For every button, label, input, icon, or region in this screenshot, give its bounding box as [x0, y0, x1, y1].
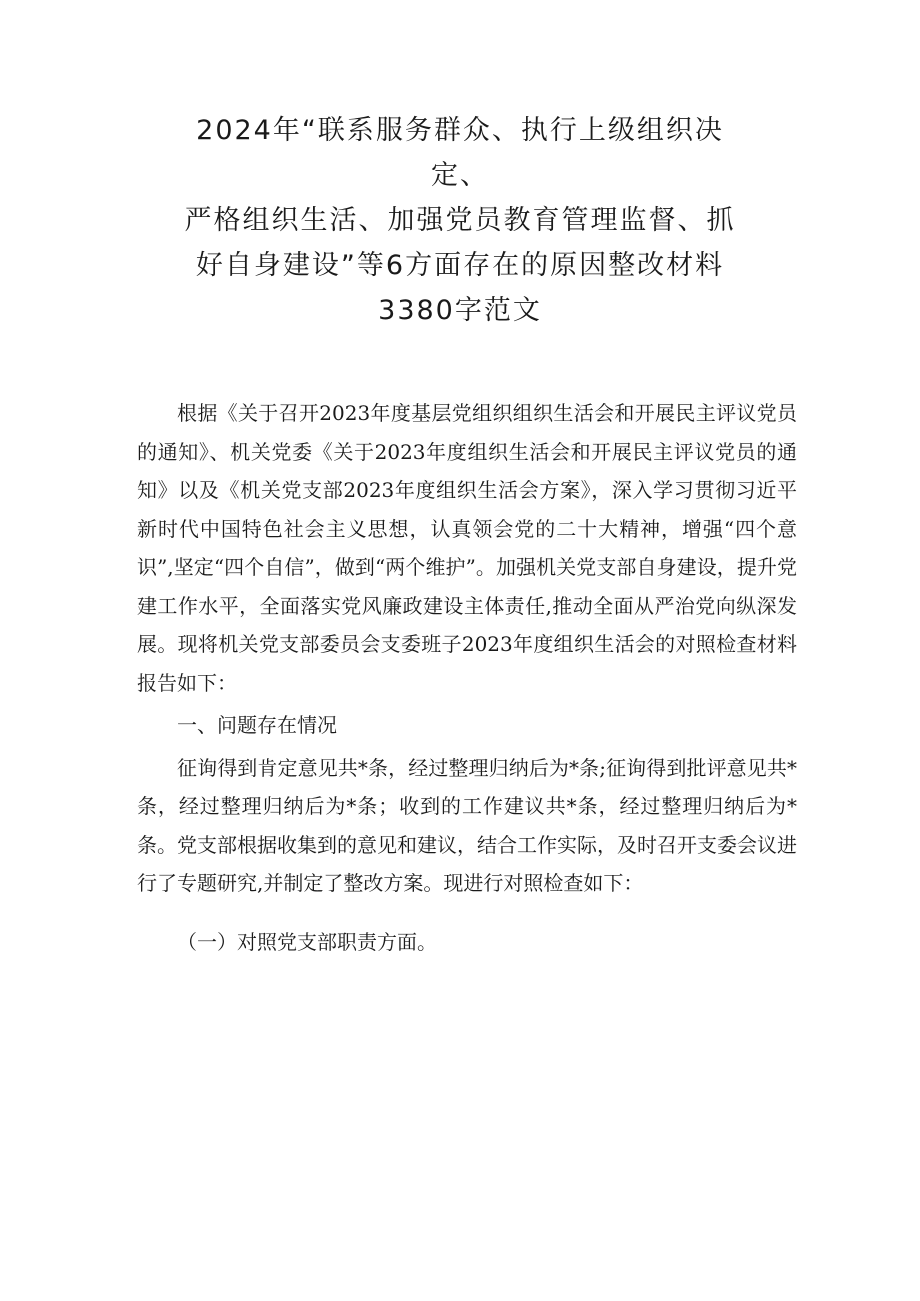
title-line-5: 3380字范文 — [378, 295, 542, 326]
title-line-3: 严格组织生活、加强党员教育管理监督、抓 — [184, 205, 736, 236]
section-heading-problems: 一、问题存在情况 — [177, 713, 337, 737]
title-line-2: 定、 — [431, 160, 489, 191]
subsection-heading: （一）对照党支部职责方面。 — [177, 929, 437, 954]
problems-paragraph: 征询得到肯定意见共*条，经过整理归纳后为*条;征询得到批评意见共*条，经过整理归纳后为*条；收到的工作建议共*条，经过整理归纳后为*条。党支部根据收集到的意见和建议，结合工作实际，及时召开支委会议进行了专题研究,并制定了整改方案。现进行对照检查如下： — [137, 755, 797, 895]
title-line-4: 好自身建设”等6方面存在的原因整改材料 — [195, 250, 725, 281]
document-body — [137, 394, 797, 961]
title-line-1: 2024年“联系服务群众、执行上级组织决 — [196, 115, 724, 146]
intro-paragraph: 根据《关于召开2023年度基层党组织组织生活会和开展民主评议党员的通知》、机关党委《关于2023年度组织生活会和开展民主评议党员的通知》以及《机关党支部2023年度组织生活会方案》，深入学习贯彻习近平新时代中国特色社会主义思想，认真领会党的二十大精神，增强“四个意识”,坚定“四个自信”，做到“两个维护”。加强机关党支部自身建设，提升党建工作水平，全面落实党风廉政建设主体责任,推动全面从严治党向纵深发展。现将机关党支部委员会支委班子2023年度组织生活会的对照检查材料报告如下： — [137, 401, 797, 695]
document-title — [120, 108, 800, 333]
